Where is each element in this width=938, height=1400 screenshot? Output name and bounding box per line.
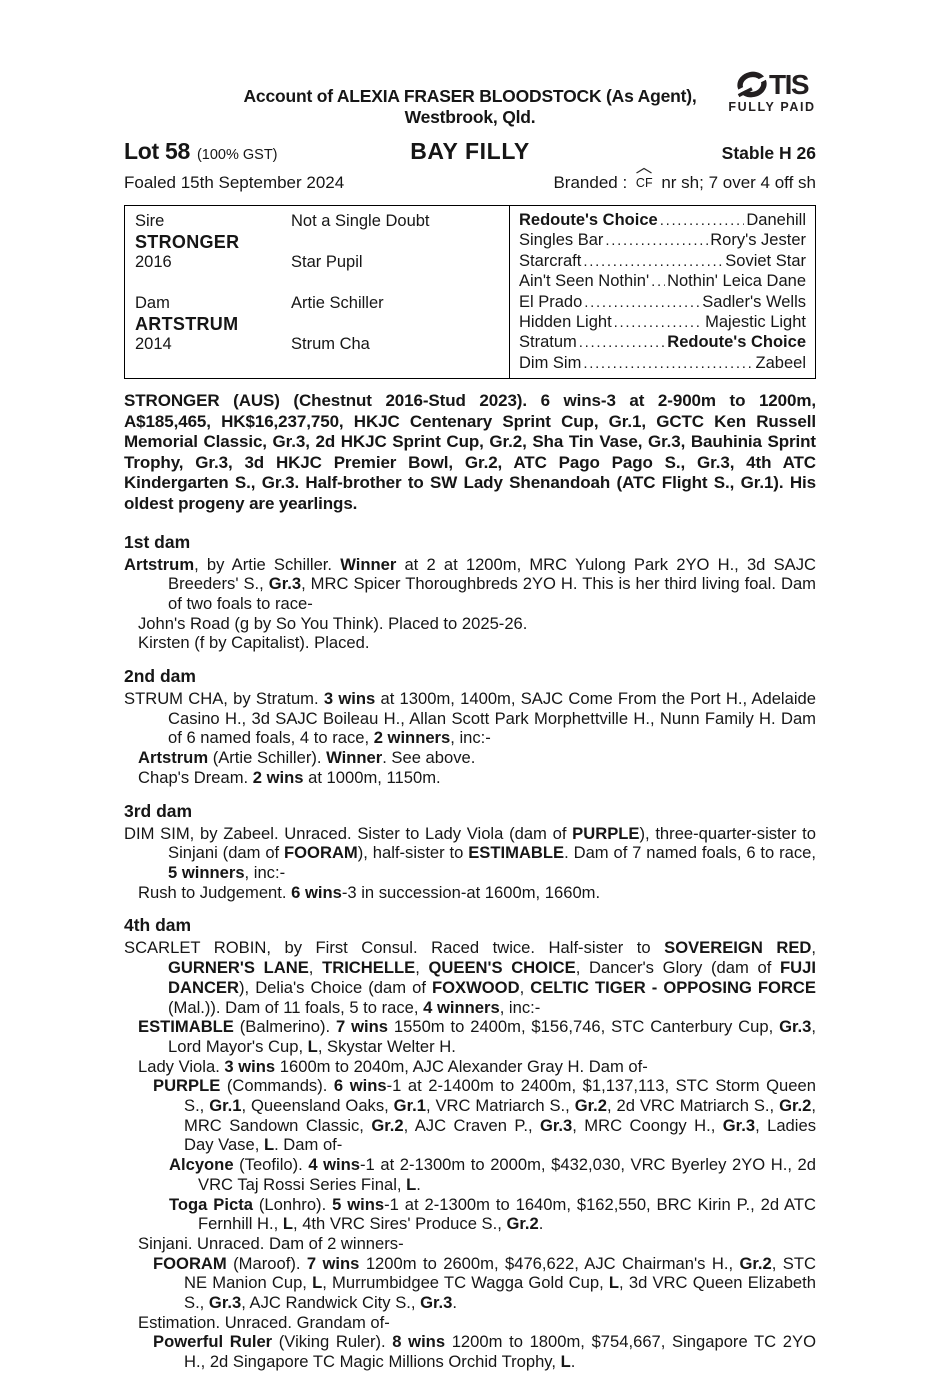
qtis-q-icon [736,70,769,99]
ancestor-sire: Dim Sim [519,353,582,372]
pedigree-row [519,313,806,333]
dam-section [124,532,816,654]
dam-section-heading: 4th dam [124,915,192,936]
grandparent-name: Not a Single Doubt [291,212,430,230]
dam-section-heading: 1st dam [124,531,191,552]
pedigree-col-grandparents [291,211,430,375]
pedigree-row [519,293,806,313]
sire-summary: STRONGER (AUS) (Chestnut 2016-Stud 2023). 6 wins-3 at 2-900m to 1200m, A$185,465, HK$16,237,750, HKJC Centenary Sprint Cup, Gr.1, GCTC Ken Russell Memorial Classic, Gr.3, 2d HKJC Sprint Cup, Gr.2, Sha Tin Vase, Gr.3, Bauhinia Sprint Trophy, Gr.3, 3d HKJC Premier Bowl, Gr.2, ATC Pago Pago S., Gr.3, 4th ATC Kindergarten S., Gr.3. Half-brother to SW Lady Shenandoah (ATC Flight S., Gr.1). His oldest progeny are yearlings. [124,391,816,513]
pedigree-paragraph: PURPLE (Commands). 6 wins-1 at 2-1400m to 2400m, $1,137,113, STC Storm Queen S., Gr.1, Queensland Oaks, Gr.1, VRC Matriarch S., Gr.2, 2d VRC Matriarch S., Gr.2, MRC Sandown Classic, Gr.2, AJC Craven P., Gr.3, MRC Coongy H., Gr.3, Ladies Day Vase, L. Dam of- [153,1076,816,1155]
pedigree-table [124,205,816,379]
pedigree-row [519,231,806,251]
grandparent-name: Star Pupil [291,253,363,271]
leader-dots [583,252,723,271]
pedigree-paragraph: Toga Picta (Lonhro). 5 wins-1 at 2-1300m to 1640m, $162,550, BRC Kirin P., 2d ATC Fernhill H., L, 4th VRC Sires' Produce S., Gr.2. [169,1194,816,1234]
pedigree-paragraph: FOORAM (Maroof). 7 wins 1200m to 2600m, $476,622, AJC Chairman's H., Gr.2, STC NE Manion Cup, L, Murrumbidgee TC Wagga Gold Cup, L, 3d VRC Queen Elizabeth S., Gr.3, AJC Randwick City S., Gr.3. [153,1253,816,1313]
pedigree-paragraph: Sinjani. Unraced. Dam of 2 winners- [138,1233,404,1253]
dam-section [124,801,816,903]
pedigree-paragraph: John's Road (g by So You Think). Placed to 2025-26. [138,613,528,633]
pedigree-paragraph: SCARLET ROBIN, by First Consul. Raced twice. Half-sister to SOVEREIGN RED, GURNER'S LANE, TRICHELLE, QUEEN'S CHOICE, Dancer's Glory (dam of FUJI DANCER), Delia's Choice (dam of FOXWOOD, CELTIC TIGER - OPPOSING FORCE (Mal.)). Dam of 11 foals, 5 to race, 4 winners, inc:- [124,938,816,1017]
leader-dots [583,354,753,373]
qtis-fully-paid: FULLY PAID [728,100,816,114]
ancestor-dam: Redoute's Choice [667,333,806,352]
pedigree-paragraph: Artstrum, by Artie Schiller. Winner at 2 at 1200m, MRC Yulong Park 2YO H., 3d SAJC Breeders' S., Gr.3, MRC Spicer Thoroughbreds 2YO H. This is her third living foal. Dam of two foals to race- [124,554,816,613]
ancestor-sire: El Prado [519,292,583,311]
grandparent-name: Artie Schiller [291,294,384,312]
ancestor-dam: Nothin' Leica Dane [667,272,806,291]
sire-name: STRONGER [135,231,240,252]
pedigree-col-greatgrandparents [509,206,815,378]
sire-year: 2016 [135,253,172,271]
ancestor-dam: Zabeel [755,353,806,372]
dam-label: Dam [135,294,170,312]
leader-dots [579,333,666,352]
qtis-logo [720,70,824,114]
stable-number: Stable H 26 [721,143,816,163]
sire-label: Sire [135,212,165,230]
leader-dots [605,231,708,250]
pedigree-row [519,354,806,374]
pedigree-paragraph: STRUM CHA, by Stratum. 3 wins at 1300m, 1400m, SAJC Come From the Port H., Adelaide Casino H., 3d SAJC Boileau H., Allan Scott Park Morphettville H., Nunn Family H. Dam of 6 named foals, 4 to race, 2 winners, inc:- [124,689,816,748]
pedigree-row [519,272,806,292]
lot-line [124,138,816,168]
pedigree-paragraph: Artstrum (Artie Schiller). Winner. See above. [138,748,476,768]
leader-dots [584,293,700,312]
page-title: BAY FILLY [410,138,530,164]
ancestor-dam: Rory's Jester [710,231,806,250]
ancestor-dam: Majestic Light [705,312,806,331]
pedigree-paragraph: Chap's Dream. 2 wins at 1000m, 1150m. [138,767,441,787]
pedigree-row [519,333,806,353]
foal-line [124,173,816,194]
ancestor-sire: Redoute's Choice [519,211,658,229]
pedigree-paragraph: ESTIMABLE (Balmerino). 7 wins 1550m to 2400m, $156,746, STC Canterbury Cup, Gr.3, Lord Mayor's Cup, L, Skystar Welter H. [138,1017,817,1056]
pedigree-paragraph: Alcyone (Teofilo). 4 wins-1 at 2-1300m to 2000m, $432,030, VRC Byerley 2YO H., 2d VRC Taj Rossi Series Final, L. [169,1155,816,1194]
pedigree-paragraph: Kirsten (f by Capitalist). Placed. [138,633,370,653]
qtis-logo-text: TIS [768,68,809,100]
pedigree-row [519,211,806,231]
ancestor-dam: Danehill [746,211,806,229]
pedigree-paragraph: Powerful Ruler (Viking Ruler). 8 wins 1200m to 1800m, $754,667, Singapore TC 2YO H., 2d Singapore TC Magic Millions Orchid Trophy, L. [153,1332,816,1372]
pedigree-paragraph: Estimation. Unraced. Grandam of- [138,1312,390,1332]
dam-section-heading: 2nd dam [124,666,196,687]
dam-section [124,915,816,1371]
pedigree-col-parents [135,211,239,355]
header [124,68,816,128]
dam-section [124,666,816,788]
ancestor-dam: Soviet Star [725,251,806,270]
lot-number: Lot 58 [124,138,190,164]
page-content [124,68,817,1372]
pedigree-row [519,252,806,272]
pedigree-paragraph: Rush to Judgement. 6 wins-3 in succession-at 1600m, 1660m. [138,882,601,902]
ancestor-sire: Ain't Seen Nothin' [519,272,650,291]
ancestor-sire: Singles Bar [519,231,604,250]
dam-year: 2014 [135,335,172,353]
leader-dots [614,313,703,332]
pedigree-paragraph: Lady Viola. 3 wins 1600m to 2040m, AJC Alexander Gray H. Dam of- [138,1056,648,1076]
dam-sections [124,532,816,1372]
grandparent-name: Strum Cha [291,335,370,353]
gst-note: (100% GST) [196,147,278,163]
leader-dots [651,272,665,291]
leader-dots [660,211,745,230]
account-line-2: Westbrook, Qld. [404,107,536,127]
ancestor-sire: Hidden Light [519,312,612,331]
ancestor-dam: Sadler's Wells [702,292,806,311]
branded-info: Branded : CF nr sh; 7 over 4 off sh [553,173,816,194]
ancestor-sire: Stratum [519,333,577,352]
foaled-date: Foaled 15th September 2024 [124,173,345,192]
brand-mark-icon: CF [636,173,653,193]
pedigree-paragraph: DIM SIM, by Zabeel. Unraced. Sister to Lady Viola (dam of PURPLE), three-quarter-sister to Sinjani (dam of FOORAM), half-sister to ESTIMABLE. Dam of 7 named foals, 6 to race, 5 winners, inc:- [124,823,817,882]
dam-section-heading: 3rd dam [124,800,193,821]
ancestor-sire: Starcraft [519,251,582,270]
account-line-1: Account of ALEXIA FRASER BLOODSTOCK (As Agent), [243,86,697,106]
dam-name: ARTSTRUM [135,313,239,334]
